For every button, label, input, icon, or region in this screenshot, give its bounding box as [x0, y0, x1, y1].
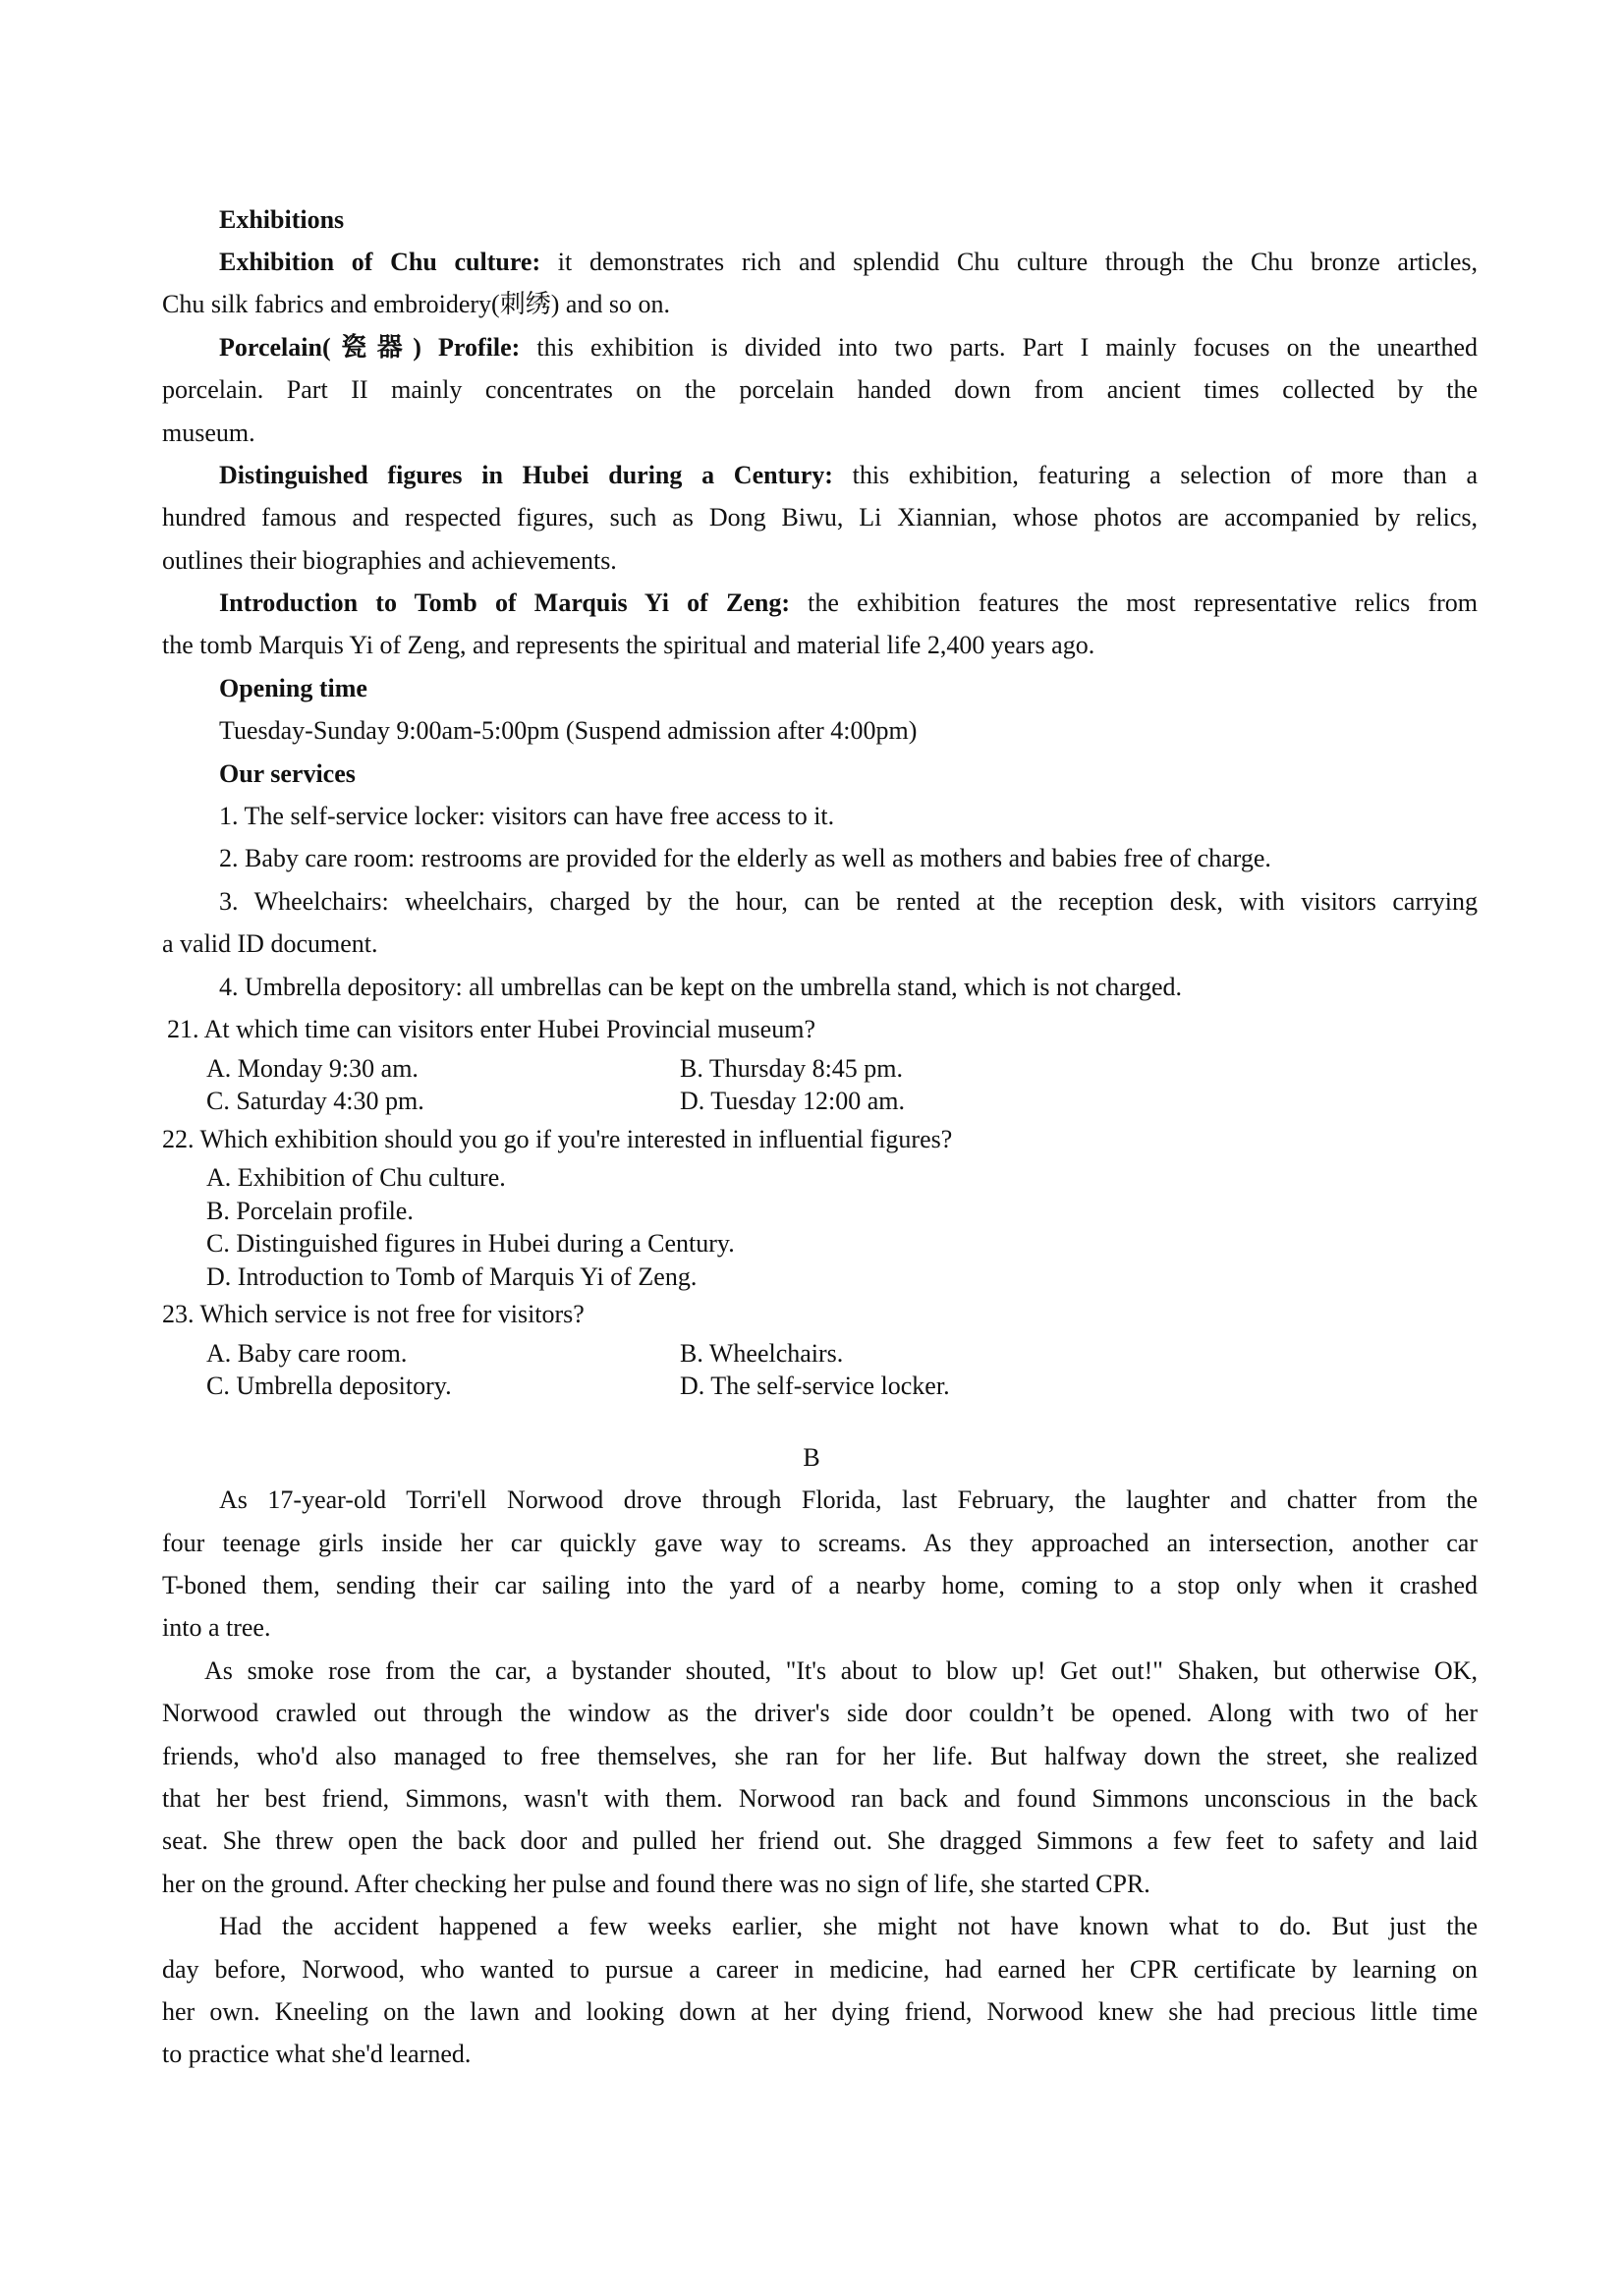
- porcelain-label: Porcelain(瓷器) Profile:: [219, 333, 521, 362]
- story-p2-line1: As smoke rose from the car, a bystander shouted, "It's about to blow up! Get out!" Shaken, but otherwise OK,: [204, 1656, 1478, 1685]
- question-23-option-c: C. Umbrella depository.: [206, 1372, 452, 1400]
- figures-label: Distinguished figures in Hubei during a Century:: [219, 461, 833, 489]
- service-item-3-line1: 3. Wheelchairs: wheelchairs, charged by the hour, can be rented at the reception desk, with visitors carrying: [219, 887, 1478, 916]
- chu-paragraph-line1: [219, 246, 1478, 279]
- figures-text-1: this exhibition, featuring a selection of more than a: [832, 461, 1478, 489]
- question-21-option-c: C. Saturday 4:30 pm.: [206, 1087, 424, 1115]
- question-22-option-b: B. Porcelain profile.: [206, 1197, 414, 1225]
- question-23-option-d: D. The self-service locker.: [680, 1372, 950, 1400]
- chu-label: Exhibition of Chu culture:: [219, 248, 541, 276]
- story-p1-line3: T-boned them, sending their car sailing into the yard of a nearby home, coming to a stop only when it crashed: [162, 1571, 1478, 1599]
- story-p3-line1: Had the accident happened a few weeks earlier, she might not have known what to do. But just the: [219, 1912, 1478, 1940]
- question-23-option-b: B. Wheelchairs.: [680, 1339, 844, 1368]
- question-22-stem: 22. Which exhibition should you go if you're interested in influential figures?: [162, 1125, 953, 1153]
- story-p2-line2: Norwood crawled out through the window as the driver's side door couldn’t be opened. Along with two of her: [162, 1699, 1478, 1727]
- story-p3-line4: to practice what she'd learned.: [162, 2040, 472, 2068]
- porcelain-text-1: this exhibition is divided into two parts. Part I mainly focuses on the unearthed: [520, 333, 1478, 362]
- question-21-option-d: D. Tuesday 12:00 am.: [680, 1087, 905, 1115]
- section-b-heading: B: [803, 1443, 820, 1472]
- exhibitions-heading: Exhibitions: [219, 205, 345, 234]
- porcelain-paragraph-line3: museum.: [162, 419, 255, 447]
- porcelain-paragraph-line1: [219, 331, 1478, 364]
- tomb-paragraph-line2: the tomb Marquis Yi of Zeng, and represents the spiritual and material life 2,400 years ago.: [162, 631, 1095, 659]
- porcelain-paragraph-line2: porcelain. Part II mainly concentrates on the porcelain handed down from ancient times collected by the: [162, 375, 1478, 404]
- story-p1-line4: into a tree.: [162, 1613, 271, 1642]
- figures-paragraph-line3: outlines their biographies and achievements.: [162, 546, 617, 575]
- service-item-1: 1. The self-service locker: visitors can have free access to it.: [219, 802, 835, 830]
- question-21-stem: 21. At which time can visitors enter Hubei Provincial museum?: [167, 1015, 815, 1043]
- chu-text-1: it demonstrates rich and splendid Chu culture through the Chu bronze articles,: [540, 248, 1478, 276]
- story-p1-line1: As 17-year-old Torri'ell Norwood drove through Florida, last February, the laughter and chatter from the: [219, 1485, 1478, 1514]
- story-p2-line3: friends, who'd also managed to free themselves, she ran for her life. But halfway down the street, she realized: [162, 1742, 1478, 1770]
- story-p3-line3: her own. Kneeling on the lawn and looking down at her dying friend, Norwood knew she had precious little time: [162, 1997, 1478, 2026]
- opening-time-heading: Opening time: [219, 674, 367, 702]
- tomb-label: Introduction to Tomb of Marquis Yi of Zeng:: [219, 588, 790, 617]
- opening-time-text: Tuesday-Sunday 9:00am-5:00pm (Suspend admission after 4:00pm): [219, 716, 918, 745]
- question-21-option-b: B. Thursday 8:45 pm.: [680, 1054, 904, 1083]
- service-item-3-line2: a valid ID document.: [162, 929, 378, 958]
- tomb-text-1: the exhibition features the most representative relics from: [789, 588, 1478, 617]
- story-p2-line6: her on the ground. After checking her pulse and found there was no sign of life, she started CPR.: [162, 1870, 1150, 1898]
- story-p3-line2: day before, Norwood, who wanted to pursue a career in medicine, had earned her CPR certificate by learning on: [162, 1955, 1478, 1984]
- story-p1-line2: four teenage girls inside her car quickly gave way to screams. As they approached an intersection, another car: [162, 1529, 1478, 1557]
- question-23-option-a: A. Baby care room.: [206, 1339, 408, 1368]
- question-21-option-a: A. Monday 9:30 am.: [206, 1054, 419, 1083]
- service-item-2: 2. Baby care room: restrooms are provided for the elderly as well as mothers and babies free of charge.: [219, 844, 1271, 872]
- question-22-option-c: C. Distinguished figures in Hubei during a Century.: [206, 1229, 735, 1258]
- service-item-4: 4. Umbrella depository: all umbrellas can be kept on the umbrella stand, which is not charged.: [219, 973, 1183, 1001]
- question-22-option-d: D. Introduction to Tomb of Marquis Yi of Zeng.: [206, 1262, 698, 1291]
- story-p2-line5: seat. She threw open the back door and pulled her friend out. She dragged Simmons a few feet to safety and laid: [162, 1826, 1478, 1855]
- question-23-stem: 23. Which service is not free for visitors?: [162, 1300, 585, 1328]
- figures-paragraph-line2: hundred famous and respected figures, such as Dong Biwu, Li Xiannian, whose photos are accompanied by relics,: [162, 503, 1478, 532]
- question-22-option-a: A. Exhibition of Chu culture.: [206, 1163, 506, 1192]
- figures-paragraph-line1: [219, 459, 1478, 492]
- services-heading: Our services: [219, 759, 356, 788]
- story-p2-line4: that her best friend, Simmons, wasn't with them. Norwood ran back and found Simmons unconscious in the back: [162, 1784, 1478, 1813]
- chu-paragraph-line2: Chu silk fabrics and embroidery(刺绣) and so on.: [162, 290, 671, 318]
- tomb-paragraph-line1: [219, 587, 1478, 620]
